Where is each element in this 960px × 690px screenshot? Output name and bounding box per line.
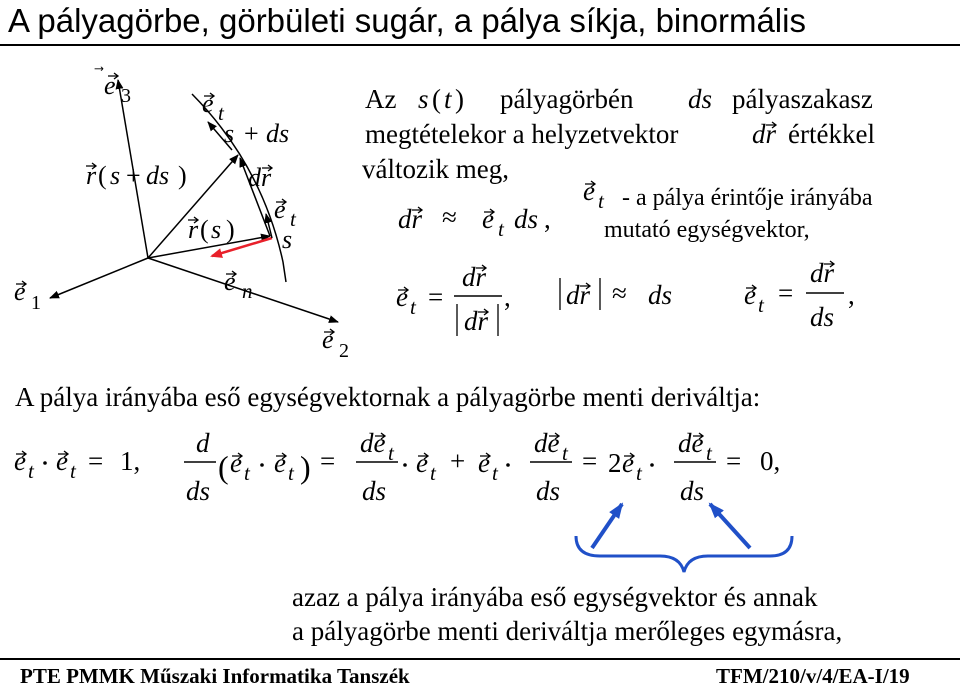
svg-text:dr: dr bbox=[810, 258, 835, 288]
svg-text:3: 3 bbox=[121, 85, 131, 107]
svg-text:t: t bbox=[598, 189, 604, 213]
axis-e1 bbox=[50, 258, 148, 298]
svg-text:(: ( bbox=[218, 449, 229, 485]
svg-text:t: t bbox=[562, 441, 568, 465]
svg-text:ds: ds bbox=[362, 476, 387, 506]
conclusion-line2: a pályagörbe menti deriváltja merőleges egymásra, bbox=[292, 616, 843, 646]
svg-text:t: t bbox=[388, 441, 394, 465]
svg-text:t: t bbox=[636, 461, 642, 485]
svg-text:s: s bbox=[110, 161, 121, 190]
svg-text:e: e bbox=[14, 446, 26, 476]
svg-text:t: t bbox=[492, 461, 498, 485]
svg-text:=: = bbox=[320, 446, 336, 476]
svg-text:de: de bbox=[360, 428, 386, 458]
footer-right: TFM/210/v/4/EA-I/19 bbox=[716, 664, 910, 688]
svg-text:2: 2 bbox=[339, 340, 349, 362]
svg-text:dr: dr bbox=[752, 119, 777, 149]
svg-text:e: e bbox=[583, 176, 595, 206]
conclusion-line1: azaz a pálya irányába eső egységvektor és annak bbox=[292, 582, 818, 612]
intro-word-palyagorben: pályagörbén bbox=[500, 84, 634, 114]
svg-text:t: t bbox=[28, 459, 34, 483]
svg-text:(: ( bbox=[98, 161, 107, 190]
svg-text:1: 1 bbox=[31, 292, 41, 314]
svg-text:t: t bbox=[498, 217, 504, 241]
svg-text:(: ( bbox=[432, 84, 441, 114]
svg-text:e: e bbox=[416, 448, 428, 478]
svg-text:s: s bbox=[224, 119, 235, 148]
svg-text:⃗ bbox=[94, 66, 104, 71]
intro-word-az: Az bbox=[365, 84, 397, 114]
svg-text:): ) bbox=[300, 449, 311, 485]
svg-text:,: , bbox=[848, 280, 855, 310]
svg-text:≈: ≈ bbox=[442, 202, 457, 232]
svg-text:e: e bbox=[478, 448, 490, 478]
svg-text:1,: 1, bbox=[120, 446, 141, 476]
svg-text:e: e bbox=[396, 282, 408, 312]
svg-text:ds: ds bbox=[680, 476, 705, 506]
svg-text:de: de bbox=[678, 428, 704, 458]
highlight-arrows bbox=[576, 504, 792, 572]
svg-text:e: e bbox=[622, 448, 634, 478]
svg-text:,: , bbox=[544, 204, 551, 234]
trajectory-diagram bbox=[50, 80, 338, 322]
svg-text:t: t bbox=[430, 461, 436, 485]
svg-text:=: = bbox=[88, 446, 104, 476]
page-title: A pályagörbe, görbületi sugár, a pálya síkja, binormális bbox=[8, 2, 806, 39]
svg-text:n: n bbox=[242, 279, 253, 303]
svg-text:t: t bbox=[706, 441, 712, 465]
svg-text:t: t bbox=[70, 459, 76, 483]
svg-text:s: s bbox=[282, 225, 293, 254]
svg-text:(: ( bbox=[200, 215, 209, 244]
svg-text:t: t bbox=[410, 295, 416, 319]
svg-text:e: e bbox=[744, 280, 756, 310]
derivative-intro: A pálya irányába eső egységvektornak a pályagörbe menti deriváltja: bbox=[15, 382, 761, 412]
svg-text:ds: ds bbox=[514, 204, 539, 234]
svg-text:ds: ds bbox=[810, 302, 835, 332]
conclusion-brace bbox=[576, 536, 792, 572]
svg-text:r: r bbox=[188, 215, 199, 244]
vector-r-s bbox=[148, 236, 270, 258]
svg-text:e: e bbox=[224, 267, 236, 296]
svg-text:=: = bbox=[582, 446, 598, 476]
svg-text:t: t bbox=[444, 84, 452, 114]
svg-text:ds: ds bbox=[536, 476, 561, 506]
et-description-line2: mutató egységvektor, bbox=[604, 217, 810, 243]
intro-line2-b: értékkel bbox=[788, 119, 875, 149]
svg-text:e: e bbox=[104, 71, 116, 100]
svg-text:de: de bbox=[534, 428, 560, 458]
svg-text:d: d bbox=[196, 428, 210, 458]
svg-text:e: e bbox=[482, 204, 494, 234]
svg-text:+: + bbox=[244, 119, 259, 148]
svg-text:,: , bbox=[504, 282, 511, 312]
svg-text:t: t bbox=[758, 293, 764, 317]
svg-text:ds: ds bbox=[688, 84, 713, 114]
svg-text:ds: ds bbox=[266, 119, 290, 148]
svg-text:e: e bbox=[56, 446, 68, 476]
svg-text:0,: 0, bbox=[760, 446, 781, 476]
svg-text:dr: dr bbox=[464, 306, 489, 336]
svg-text:≈: ≈ bbox=[612, 278, 627, 308]
svg-text:e: e bbox=[322, 325, 334, 354]
svg-text:dr: dr bbox=[398, 204, 423, 234]
footer-left: PTE PMMK Műszaki Informatika Tanszék bbox=[20, 664, 410, 688]
svg-text:): ) bbox=[178, 161, 187, 190]
svg-text:ds: ds bbox=[648, 280, 673, 310]
svg-text:=: = bbox=[778, 278, 794, 308]
svg-text:ds: ds bbox=[146, 161, 170, 190]
intro-word-palyaszakasz: pályaszakasz bbox=[732, 84, 873, 114]
svg-text:e: e bbox=[230, 448, 242, 478]
svg-text:+: + bbox=[126, 161, 141, 190]
svg-text:+: + bbox=[450, 446, 466, 476]
svg-text:e: e bbox=[14, 277, 26, 306]
svg-text:=: = bbox=[726, 446, 742, 476]
intro-line3: változik meg, bbox=[362, 154, 509, 184]
svg-text:): ) bbox=[455, 84, 464, 114]
svg-text:s: s bbox=[211, 215, 222, 244]
svg-text:dr: dr bbox=[566, 280, 591, 310]
svg-text:dr: dr bbox=[462, 262, 487, 292]
svg-text:t: t bbox=[244, 461, 250, 485]
svg-text:=: = bbox=[428, 282, 444, 312]
svg-text:r: r bbox=[86, 161, 97, 190]
et-description-line1: - a pálya érintője irányába bbox=[622, 185, 873, 211]
svg-text:e: e bbox=[274, 448, 286, 478]
svg-text:ds: ds bbox=[186, 476, 211, 506]
intro-line2-a: megtételekor a helyzetvektor bbox=[365, 119, 679, 149]
svg-text:e: e bbox=[202, 89, 214, 118]
svg-text:t: t bbox=[218, 101, 224, 125]
svg-text:2: 2 bbox=[608, 448, 622, 478]
svg-text:e: e bbox=[274, 195, 286, 224]
svg-text:t: t bbox=[290, 207, 296, 231]
svg-text:dr: dr bbox=[248, 163, 272, 192]
svg-text:s: s bbox=[418, 84, 429, 114]
svg-text:): ) bbox=[226, 215, 235, 244]
svg-text:t: t bbox=[288, 461, 294, 485]
